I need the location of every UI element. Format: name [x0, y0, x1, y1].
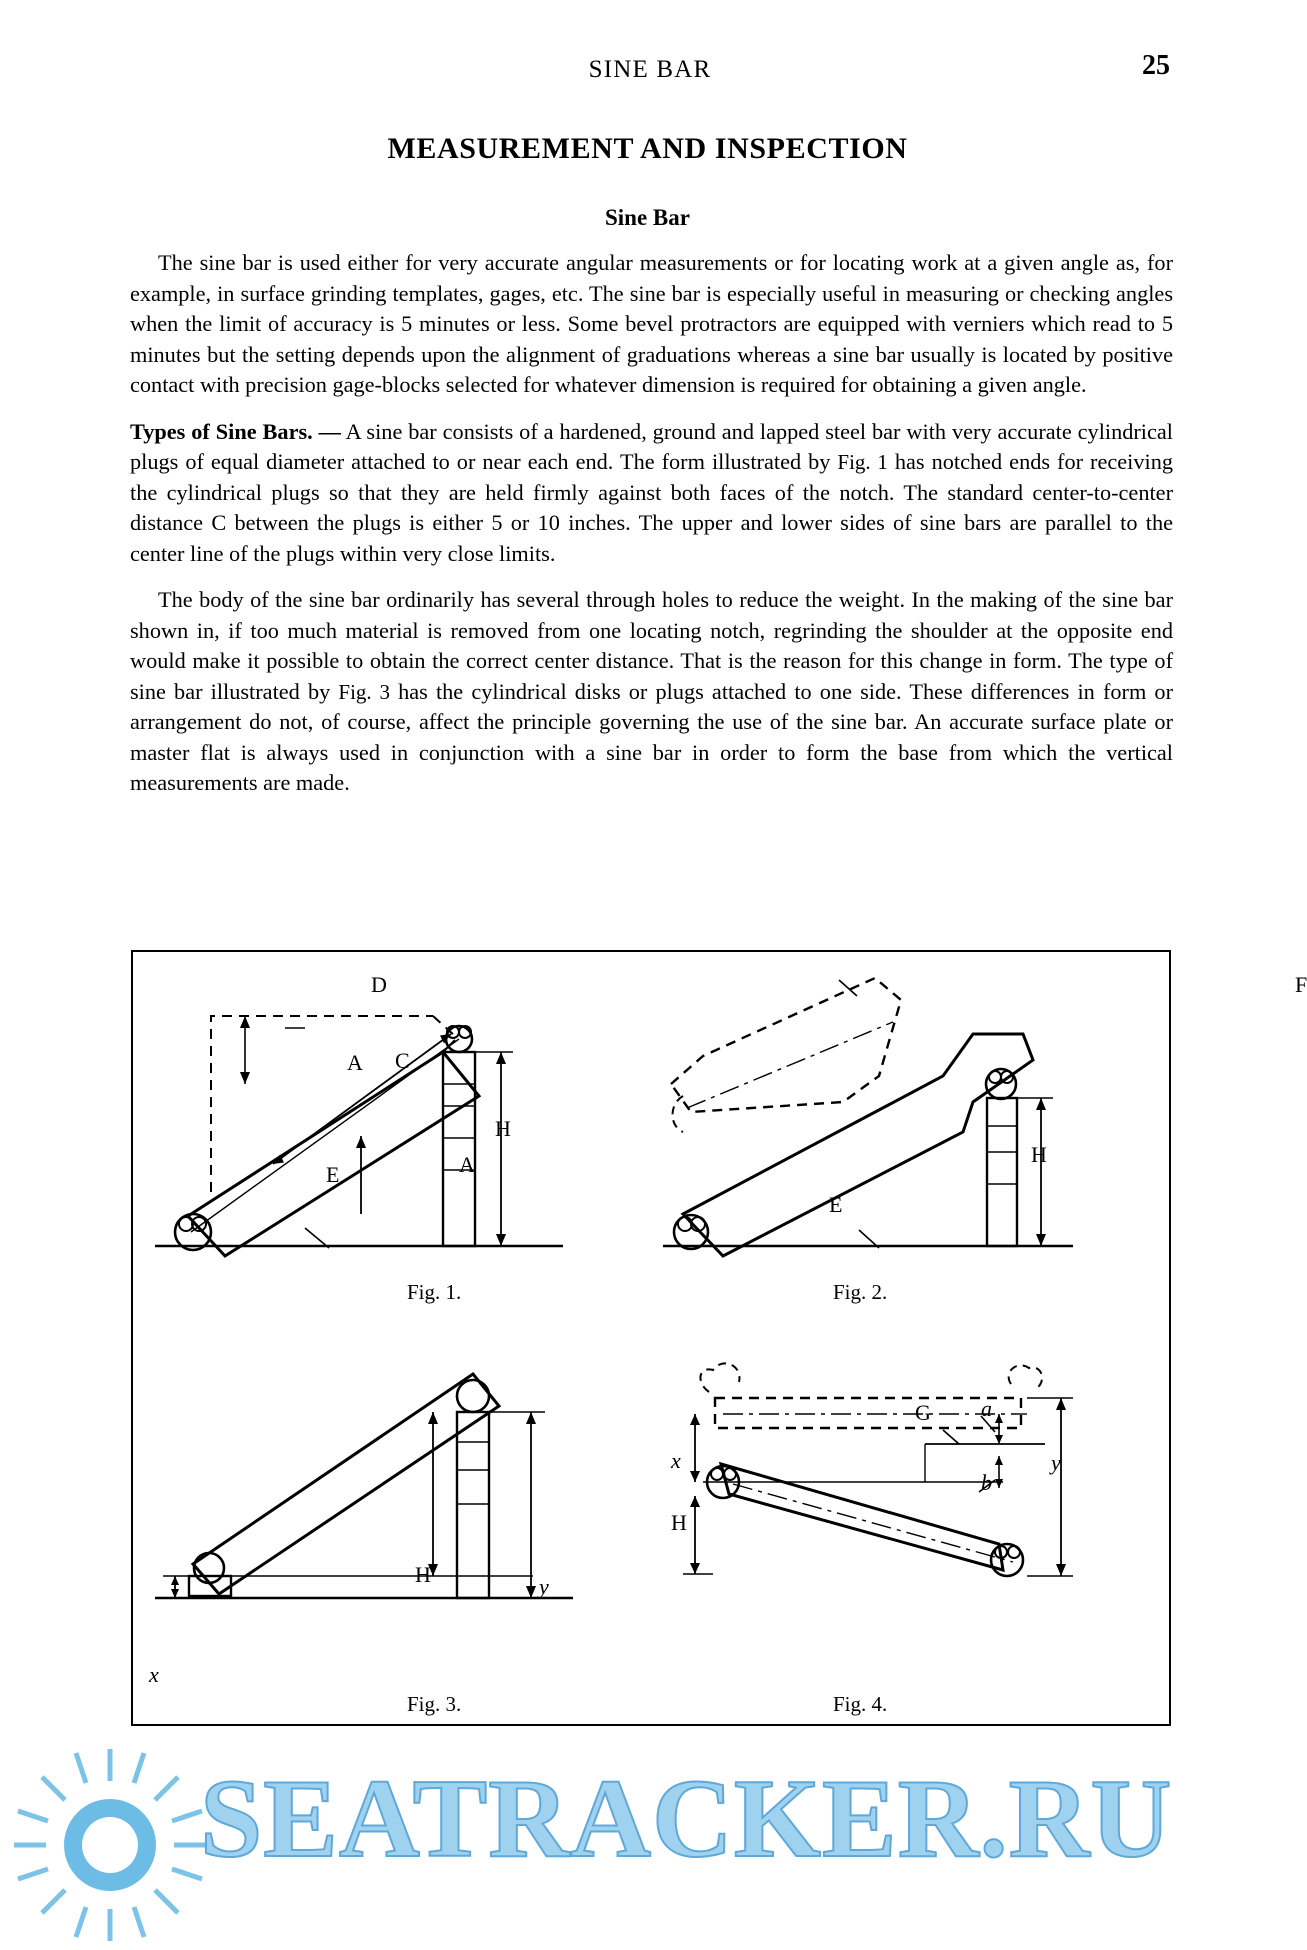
fig4-caption: Fig. 4.: [833, 1692, 888, 1716]
figure-4-drawing: [643, 1336, 1163, 1666]
fig1-label-e: E: [326, 1162, 340, 1187]
fig1-label-a-top: A: [347, 1050, 363, 1075]
page-number: 25: [1142, 50, 1170, 81]
fig4-label-b: b: [981, 1470, 992, 1495]
running-head-title: SINE BAR: [588, 56, 712, 83]
fig2-caption: Fig. 2.: [833, 1280, 888, 1304]
fig1-label-h: H: [495, 1116, 511, 1141]
fig4-label-h: H: [671, 1510, 687, 1535]
paragraph-2: [130, 417, 1173, 570]
fig4-label-x: x: [671, 1448, 681, 1473]
watermark-text: SEATRACKER.RU: [200, 1757, 1173, 1881]
body-text-column: [130, 248, 1173, 815]
fig4-label-g: G: [915, 1400, 931, 1425]
figure-1-drawing: [133, 956, 653, 1286]
fig1-label-d: D: [371, 972, 387, 997]
fig1-caption: Fig. 1.: [407, 1280, 462, 1304]
figure-panel: [131, 950, 1307, 1726]
running-head: [130, 56, 1170, 84]
fig4-label-y: y: [1051, 1450, 1061, 1475]
fig3-label-x: x: [149, 1662, 159, 1687]
fig3-reference: Fig. 3: [338, 679, 390, 704]
figure-3-drawing: [133, 1336, 653, 1666]
chapter-title: MEASUREMENT AND INSPECTION: [387, 132, 908, 165]
watermark: [0, 1735, 1295, 1950]
fig4-label-a: a: [981, 1396, 992, 1421]
fig2-label-f: F: [1295, 972, 1307, 997]
paragraph-2-text-b: has notched ends for receiving the cylindrical plugs so that they are held firmly against both faces of the notch. The standard center-to-center distance C between the plugs is either 5 or 10 inches. The upper and lower sides of sine bars are parallel to the center line of the plugs within very close limits.: [130, 449, 1174, 566]
paragraph-3-text-a: The body of the sine bar ordinarily has several through holes to reduce the weight. In the making of the sine bar shown in, if too much material is removed from one locating notch, regrinding the shoulder at the opposite end would make it possible to obtain the correct center distance. That is the reason for this change in form. The type of sine bar illustrated by: [130, 587, 1173, 704]
sun-burst-icon: [10, 1745, 210, 1945]
paragraph-3: [130, 585, 1173, 799]
figure-2-drawing: [643, 956, 1163, 1286]
fig1-label-c: C: [395, 1048, 410, 1073]
paragraph-2-text-a: A sine bar consists of a hardened, ground and lapped steel bar with very accurate cylindrical plugs of equal diameter attached to or near each end. The form illustrated by: [130, 418, 1173, 474]
paragraph-2-lead: Types of Sine Bars. —: [130, 418, 341, 444]
paragraph-3-text-b: has the cylindrical disks or plugs attached to one side. These differences in form or arrangement do not, of course, affect the principle governing the use of the sine bar. An accurate surface plate or master flat is always used in conjunction with a sine bar in order to form the base from which the vertical measurements are made.: [130, 678, 1174, 795]
paragraph-1: The sine bar is used either for very accurate angular measurements or for locating work at a given angle as, for example, in surface grinding templates, gages, etc. The sine bar is especially useful in measuring or checking angles when the limit of accuracy is 5 minutes or less. Some bevel protractors are equipped with verniers which read to 5 minutes but the setting depends upon the alignment of graduations whereas a sine bar usually is located by positive contact with precision gage-blocks selected for whatever dimension is required for obtaining a given angle.: [130, 250, 1173, 397]
fig2-label-h: H: [1031, 1142, 1047, 1167]
fig3-label-y: y: [539, 1574, 549, 1599]
section-title: Sine Bar: [605, 205, 690, 230]
fig2-label-e: E: [829, 1192, 843, 1217]
fig3-label-h: H: [415, 1562, 431, 1587]
fig1-label-a-mid: A: [459, 1152, 475, 1177]
fig3-caption: Fig. 3.: [407, 1692, 462, 1716]
fig1-reference: Fig. 1: [837, 450, 888, 474]
